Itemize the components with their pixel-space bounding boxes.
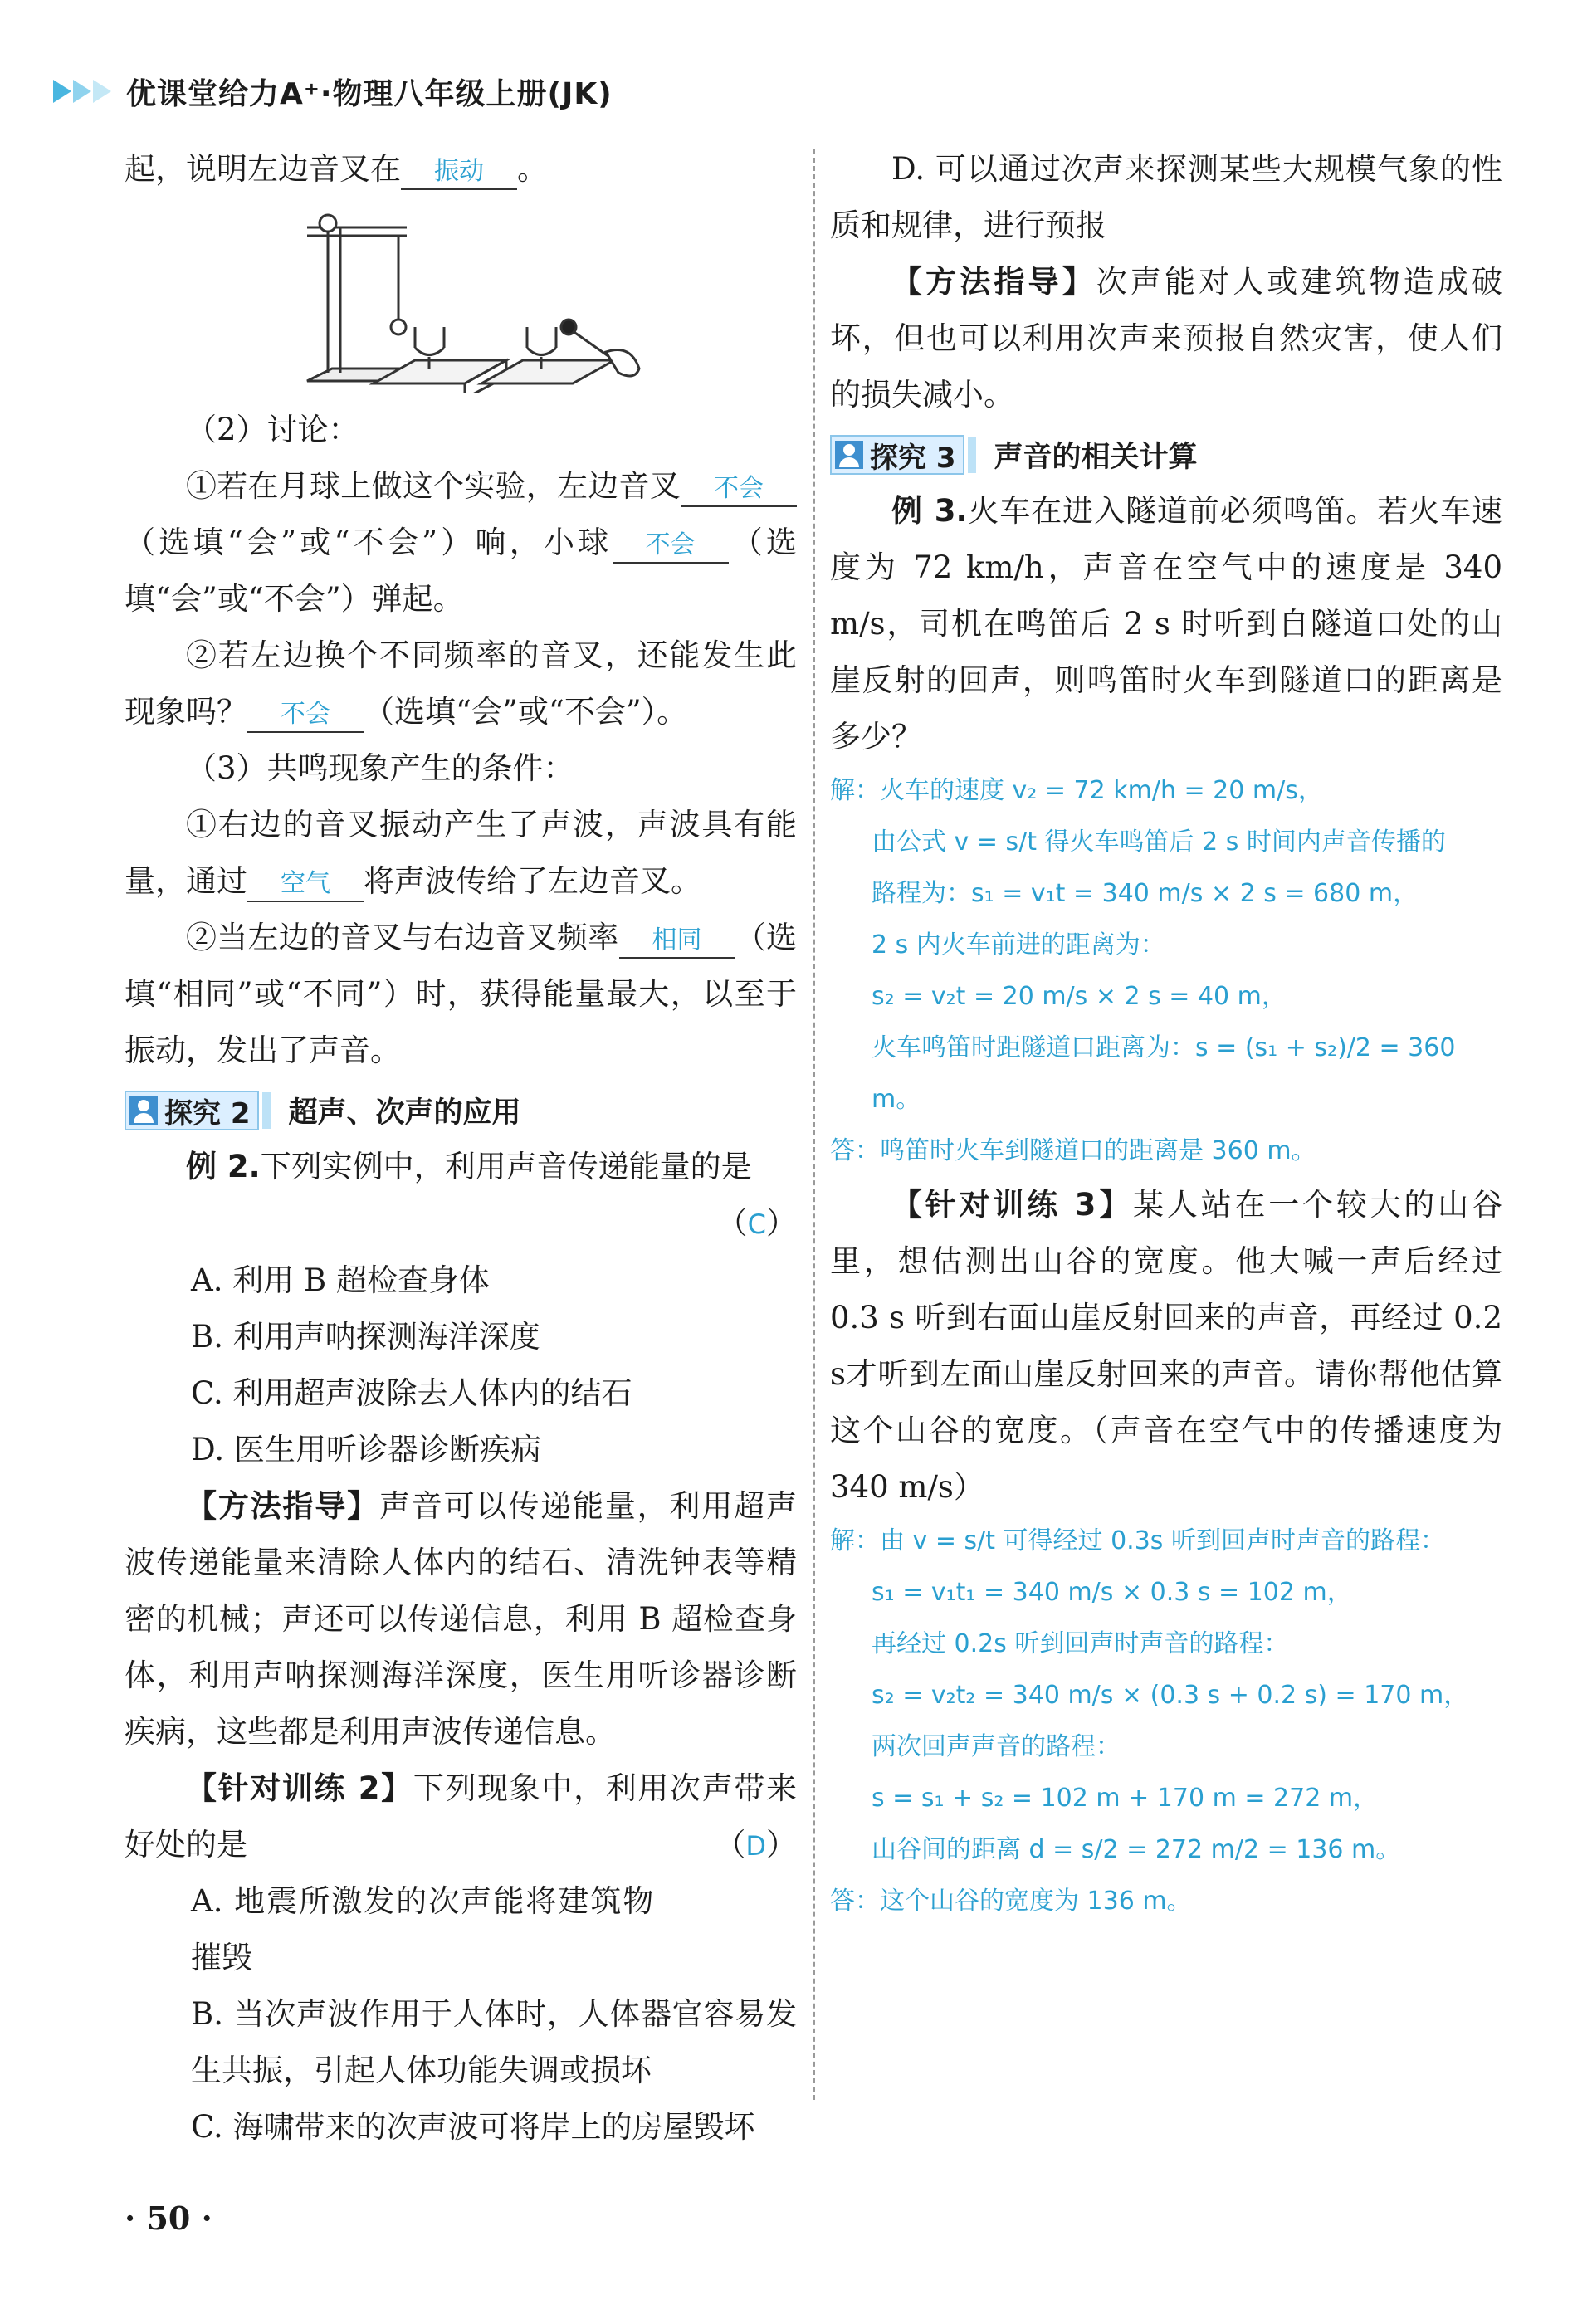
person-icon	[835, 441, 863, 469]
paragraph: ①右边的音叉振动产生了声波，声波具有能量，通过 空气 将声波传给了左边音叉。	[125, 797, 797, 910]
example-question: 例 3.火车在进入隧道前必须鸣笛。若火车速度为 72 km/h，声音在空气中的速度是 340 m/s，司机在鸣笛后 2 s 时听到自隧道口处的山崖反射的回声，则鸣笛时火车到隧道口的距离是多少？	[830, 493, 1503, 754]
paragraph: ②若左边换个不同频率的音叉，还能发生此现象吗？ 不会 （选填“会”或“不会”）。	[125, 627, 797, 740]
option: C. 利用超声波除去人体内的结石	[191, 1375, 632, 1411]
paragraph: （2）讨论：	[186, 412, 359, 447]
page-number: · 50 ·	[125, 2200, 212, 2237]
option: B. 当次声波作用于人体时，人体器官容易发生共振，引起人体功能失调或损坏	[191, 1996, 797, 2088]
option: D. 可以通过次声来探测某些大规模气象的性质和规律，进行预报	[830, 151, 1502, 243]
solution-block	[830, 765, 1502, 1177]
section-header	[830, 430, 1502, 480]
solution-line: s₂ = v₂t = 20 m/s × 2 s = 40 m，	[872, 982, 1287, 1011]
answer-blank: 不会	[247, 698, 364, 733]
solution-line: s₁ = v₁t₁ = 340 m/s × 0.3 s = 102 m，	[872, 1578, 1352, 1607]
solution-line: 解：火车的速度 v₂ = 72 km/h = 20 m/s，	[830, 776, 1323, 805]
solution-line: 解：由 v = s/t 可得经过 0.3s 听到回声时声音的路程：	[830, 1526, 1445, 1555]
solution-block	[830, 1516, 1502, 1927]
solution-line: 再经过 0.2s 听到回声时声音的路程：	[872, 1629, 1289, 1658]
option: A. 利用 B 超检查身体	[191, 1262, 490, 1298]
solution-line: 答：这个山谷的宽度为 136 m。	[830, 1887, 1192, 1916]
section-title: 超声、次声的应用	[288, 1096, 521, 1130]
option: C. 海啸带来的次声波可将岸上的房屋毁坏	[191, 2109, 755, 2145]
training-question: 【针对训练 2】下列现象中，利用次声带来好处的是 （D）	[125, 1770, 797, 1863]
paragraph: 起，说明左边音叉在 振动 。	[125, 141, 797, 198]
answer-blank: 空气	[247, 867, 364, 902]
left-column	[125, 141, 797, 2156]
header-title: 优课堂给力A⁺·物理八年级上册(JK)	[126, 76, 613, 111]
arrow-icon	[53, 80, 111, 103]
paragraph: ①若在月球上做这个实验，左边音叉 不会（选填“会”或“不会”）响，小球 不会 （选填“会”或“不会”）弹起。	[125, 468, 797, 617]
person-icon	[129, 1096, 158, 1125]
solution-line: 山谷间的距离 d = s/2 = 272 m/2 = 136 m。	[872, 1835, 1401, 1864]
answer-paren: （C）	[716, 1205, 797, 1241]
column-divider	[813, 149, 815, 2100]
section-title: 声音的相关计算	[994, 441, 1198, 474]
solution-line: s = s₁ + s₂ = 102 m + 170 m = 272 m，	[872, 1784, 1379, 1813]
option: B. 利用声呐探测海洋深度	[191, 1319, 540, 1355]
solution-line: 路程为：s₁ = v₁t = 340 m/s × 2 s = 680 m，	[872, 879, 1419, 908]
answer-blank: 振动	[401, 155, 517, 190]
example-question: 例 2.下列实例中，利用声音传递能量的是	[186, 1149, 752, 1184]
section-header	[125, 1086, 797, 1135]
option: D. 医生用听诊器诊断疾病	[191, 1432, 541, 1467]
paragraph: ②当左边的音叉与右边音叉频率 相同 （选填“相同”或“不同”）时，获得能量最大，以至于振动，发出了声音。	[125, 920, 797, 1068]
section-tag: 探究 2	[125, 1091, 259, 1130]
training-question: 【针对训练 3】某人站在一个较大的山谷里，想估测出山谷的宽度。他大喊一声后经过 0.3 s 听到右面山崖反射回来的声音，再经过 0.2 s才听到左面山崖反射回来的声音。请你帮他估算这个山谷的宽度。（声音在空气中的传播速度为 340 m/s）	[830, 1187, 1502, 1505]
tuning-fork-figure	[282, 203, 647, 393]
solution-line: s₂ = v₂t₂ = 340 m/s × (0.3 s + 0.2 s) = 170 m，	[872, 1681, 1469, 1710]
solution-line: 2 s 内火车前进的距离为：	[872, 930, 1165, 959]
page-header	[53, 66, 613, 116]
solution-line: 两次回声声音的路程：	[872, 1732, 1121, 1761]
solution-line: 由公式 v = s/t 得火车鸣笛后 2 s 时间内声音传播的	[872, 828, 1446, 857]
solution-line: 答：鸣笛时火车到隧道口的距离是 360 m。	[830, 1136, 1316, 1165]
answer-blank: 不会	[681, 472, 797, 507]
method-guide: 【方法指导】次声能对人或建筑物造成破坏，但也可以利用次声来预报自然灾害，使人们的损失减小。	[830, 264, 1503, 413]
method-guide: 【方法指导】声音可以传递能量，利用超声波传递能量来清除人体内的结石、清洗钟表等精密的机械；声还可以传递信息，利用 B 超检查身体，利用声呐探测海洋深度，医生用听诊器诊断疾病，这些都是利用声波传递信息。	[125, 1488, 797, 1750]
section-tag: 探究 3	[830, 435, 964, 475]
solution-line: 火车鸣笛时距隧道口距离为：s = (s₁ + s₂)/2 = 360 m。	[872, 1033, 1456, 1114]
option: A. 地震所激发的次声能将建筑物摧毁	[191, 1883, 654, 1975]
answer-blank: 相同	[619, 924, 735, 959]
answer-blank: 不会	[613, 529, 729, 564]
paragraph: （3）共鸣现象产生的条件：	[186, 750, 574, 786]
right-column	[830, 141, 1502, 1927]
